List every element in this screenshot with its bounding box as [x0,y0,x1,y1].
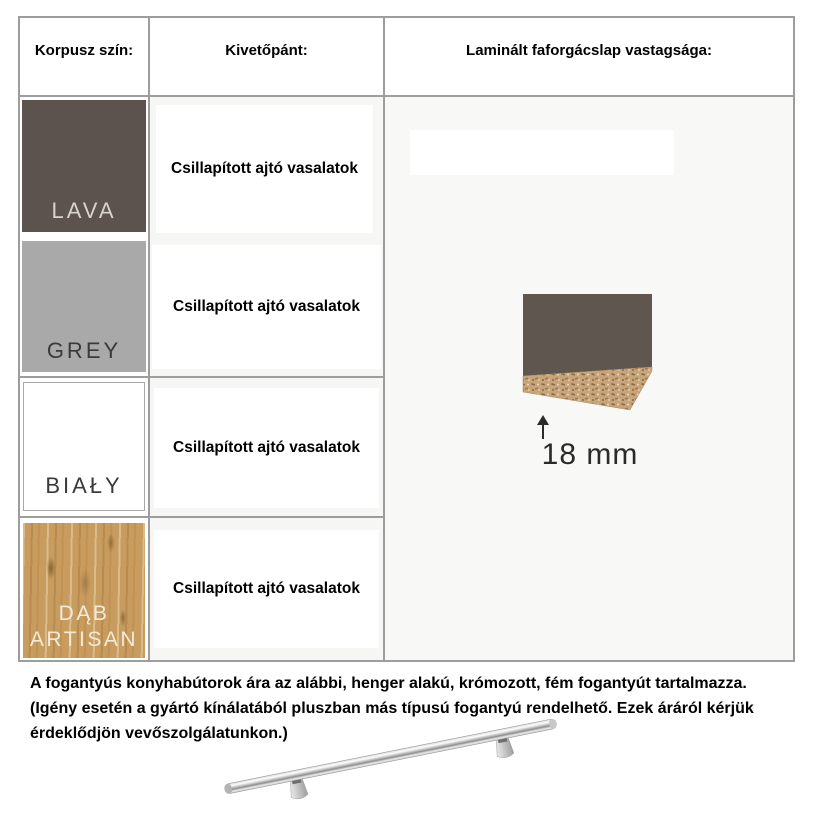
thickness-cell [385,97,793,660]
hinge-cell-bialy [150,378,385,518]
hinge-cell-lava-grey [150,97,385,378]
hinge-text-box [154,530,379,648]
color-cell-bialy [20,378,150,518]
hinge-label: Csillapított ajtó vasalatok [173,580,360,597]
swatch-label-bialy: BIAŁY [45,473,123,498]
swatch-lava [22,100,146,232]
hinge-text-box [152,245,381,369]
up-arrow-icon [536,415,550,439]
hinge-label: Csillapított ajtó vasalatok [173,298,360,315]
chrome-handle-image [215,718,585,818]
handle-price-note-line: (Igény esetén a gyártó kínálatából pluszban más típusú fogantyú rendelhető. Ezek áráról kérjük [30,700,754,718]
spec-table [18,16,795,662]
color-cell-dab-artisan [20,518,150,660]
handle-foot [288,779,308,801]
blank-image-placeholder [410,130,674,175]
handle-price-note-line: érdeklődjön vevőszolgálatunkon.) [30,725,288,743]
header-vastagsag [385,18,793,97]
hinge-text-box [156,105,373,233]
swatch-bialy [23,382,145,511]
thickness-label: 18 mm [541,438,639,471]
laminate-top-face [523,294,652,376]
header-kivetopant [150,18,385,97]
handle-bar-group [224,718,561,812]
header-label: Kivetőpánt: [225,42,308,59]
swatch-label-dab-artisan: DĄB ARTISAN [29,601,139,651]
hinge-label: Csillapított ajtó vasalatok [173,439,360,456]
handle-price-note-line: A fogantyús konyhabútorok ára az alábbi, henger alakú, krómozott, fém fogantyút tartalmazza. [30,675,747,692]
hinge-cell-dab-artisan [150,518,385,660]
chipboard-image [521,292,655,412]
hinge-label: Csillapított ajtó vasalatok [171,160,358,177]
swatch-label-lava: LAVA [51,198,117,223]
swatch-dab-artisan [23,523,145,658]
color-cell-lava-grey [20,97,150,378]
swatch-label-grey: GREY [46,338,122,363]
header-korpusz-szin [20,18,150,97]
swatch-grey [22,241,146,372]
header-label: Laminált faforgácslap vastagsága: [466,42,712,59]
header-label: Korpusz szín: [34,42,134,59]
handle-foot [494,737,514,759]
hinge-text-box [154,388,379,508]
